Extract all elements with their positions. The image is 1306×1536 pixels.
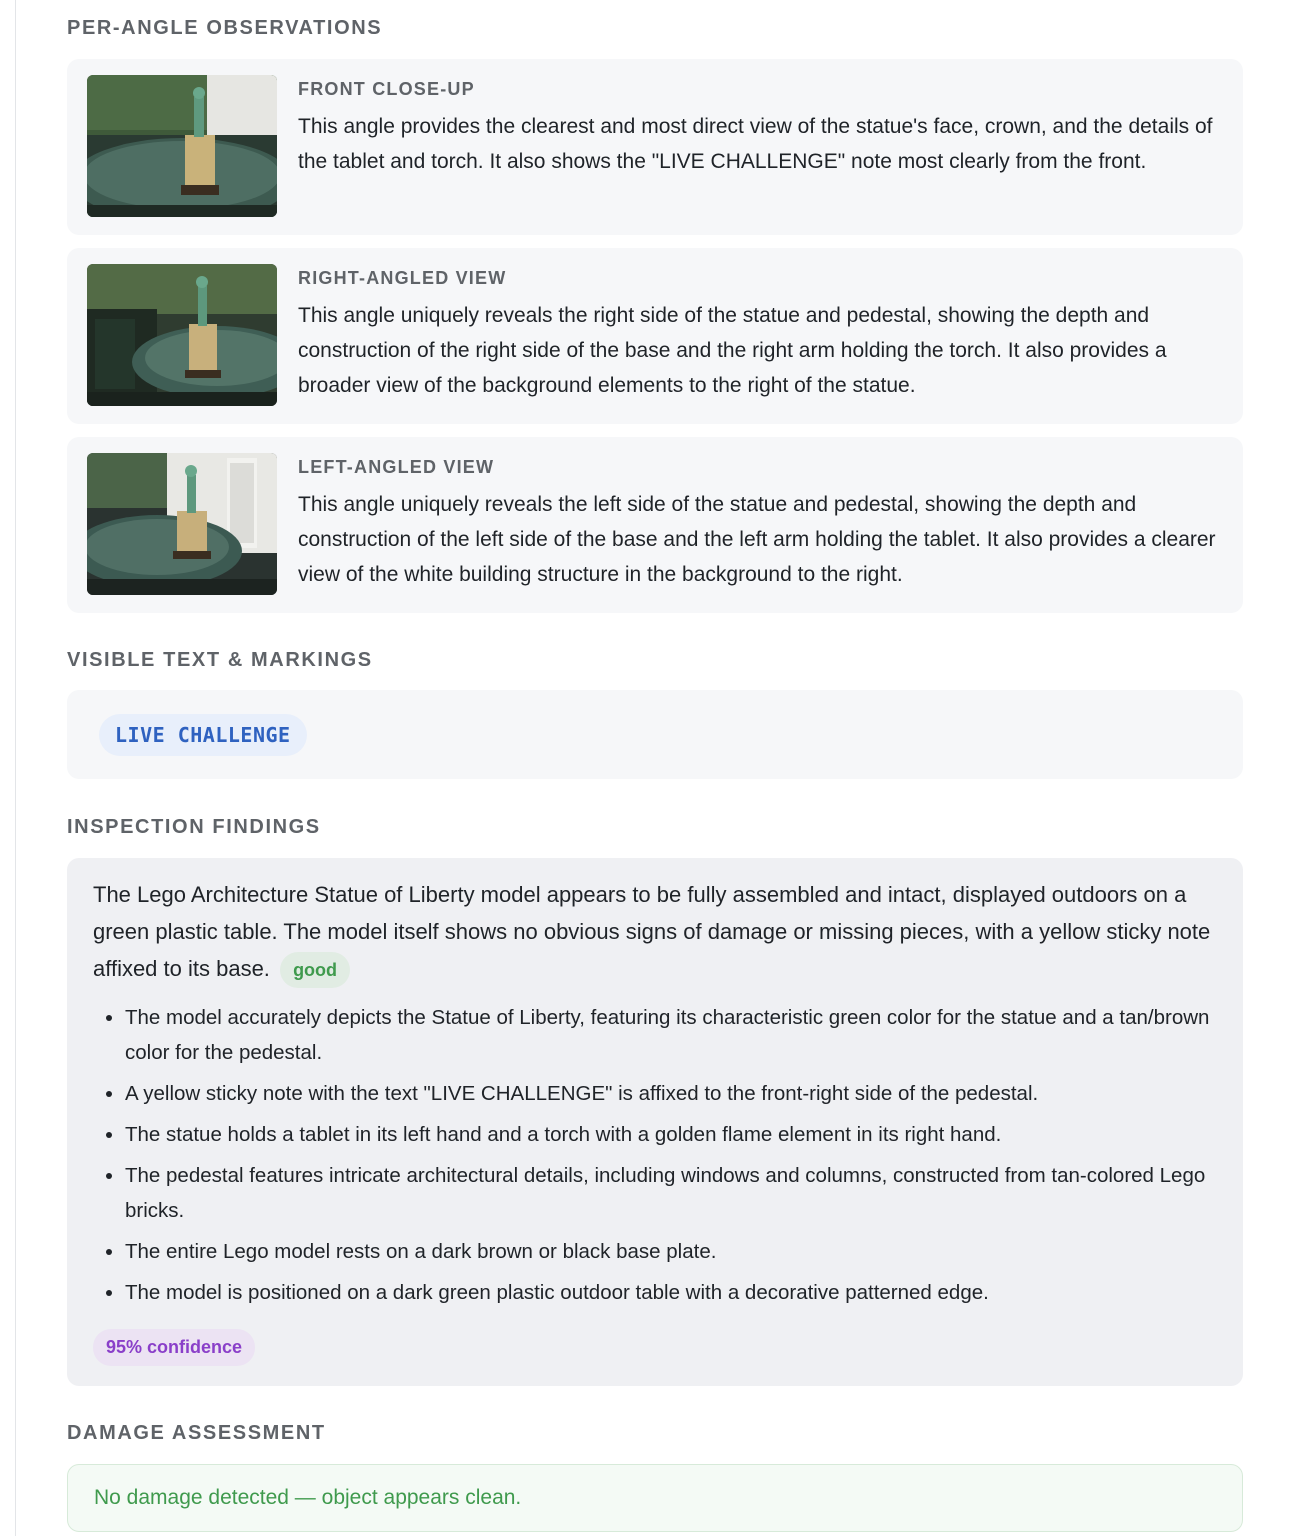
angle-card-left [67,437,1243,613]
angle-card-front [67,59,1243,235]
angle-title: FRONT CLOSE-UP [298,79,475,99]
visible-text-chip: LIVE CHALLENGE [99,714,307,756]
condition-badge: good [280,952,350,988]
angle-description: This angle provides the clearest and most direct view of the statue's face, crown, and the details of the tablet and torch. It also shows the "LIVE CHALLENGE" note most clearly from the front. [298,115,1213,173]
right-angled-view-thumbnail[interactable] [87,264,277,406]
angle-title: LEFT-ANGLED VIEW [298,457,495,477]
finding-item: • A yellow sticky note with the text "LIVE CHALLENGE" is affixed to the front-right side of the pedestal. [125,1076,1210,1111]
visible-text-heading: VISIBLE TEXT & MARKINGS [67,649,373,671]
finding-item: • The model accurately depicts the Statue of Liberty, featuring its characteristic green color for the statue and a tan/brown color for the pedestal. [125,1000,1210,1070]
inspection-findings-heading: INSPECTION FINDINGS [67,816,321,838]
front-photo-image [87,75,277,217]
damage-assessment-heading: DAMAGE ASSESSMENT [67,1422,326,1444]
finding-item: • The model is positioned on a dark green plastic outdoor table with a decorative patterned edge. [125,1275,1210,1310]
finding-item: • The entire Lego model rests on a dark brown or black base plate. [125,1234,1210,1269]
visible-text-box [67,690,1243,779]
front-close-up-thumbnail[interactable] [87,75,277,217]
angle-description: This angle uniquely reveals the right side of the statue and pedestal, showing the depth and construction of the right side of the base and the right arm holding the torch. It also provides a broader view of the background elements to the right of the statue. [298,304,1167,397]
angle-title: RIGHT-ANGLED VIEW [298,268,507,288]
per-angle-observations-heading: PER-ANGLE OBSERVATIONS [67,17,383,39]
confidence-badge: 95% confidence [93,1329,255,1366]
angle-description: This angle uniquely reveals the left side of the statue and pedestal, showing the depth and construction of the left side of the base and the left arm holding the tablet. It also provides a clearer view of the white building structure in the background to the right. [298,493,1216,586]
summary-text: The Lego Architecture Statue of Liberty model appears to be fully assembled and intact, displayed outdoors on a green plastic table. The model itself shows no obvious signs of damage or missing pieces, with a yellow sticky note affixed to its base. [93,882,1211,981]
left-angled-view-thumbnail[interactable] [87,453,277,595]
findings-summary [93,876,1223,988]
finding-item: • The statue holds a tablet in its left hand and a torch with a golden flame element in its right hand. [125,1117,1210,1152]
angle-card-right [67,248,1243,424]
right-photo-image [87,264,277,406]
findings-list [125,1000,1210,1316]
inspection-findings-card [67,858,1243,1386]
finding-item: • The pedestal features intricate architectural details, including windows and columns, constructed from tan-colored Lego bricks. [125,1158,1210,1228]
damage-status-text: No damage detected — object appears clean. [94,1486,522,1509]
left-photo-image [87,453,277,595]
damage-assessment-box [67,1464,1243,1532]
